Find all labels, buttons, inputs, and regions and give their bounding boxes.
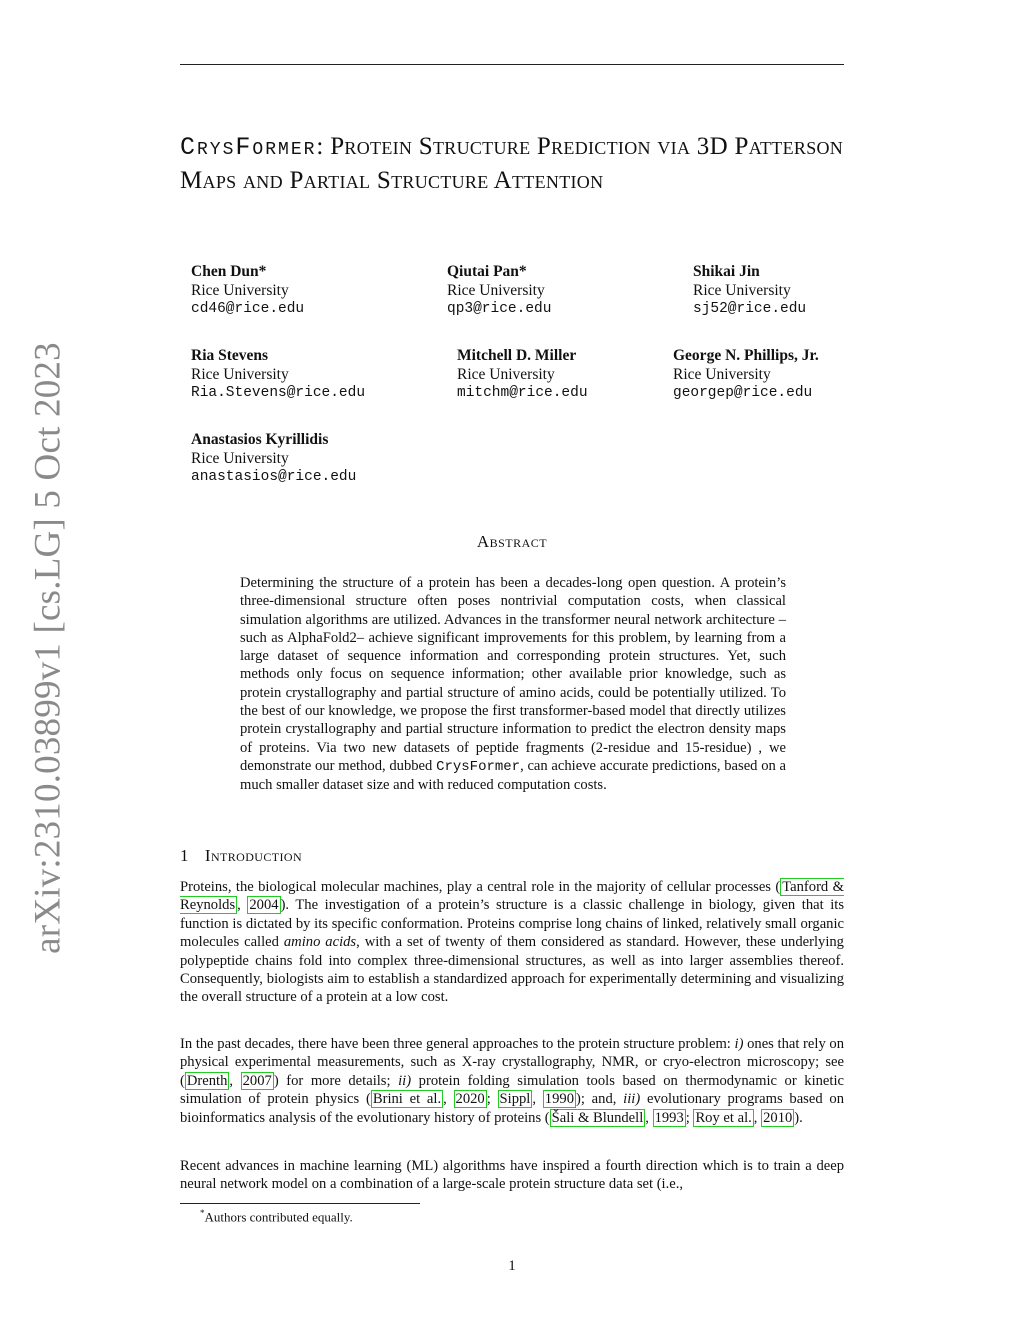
citation-link[interactable]: 2010 xyxy=(763,1109,793,1126)
citation-link[interactable]: 2004 xyxy=(249,897,279,914)
author-name: Chen Dun* xyxy=(191,263,267,280)
author-name: Anastasios Kyrillidis xyxy=(191,431,329,448)
author-affiliation: Rice University xyxy=(673,366,771,383)
author-name: Ria Stevens xyxy=(191,347,269,364)
citation-link[interactable]: Roy et al. xyxy=(695,1109,752,1126)
abstract-heading: Abstract xyxy=(476,532,548,551)
section-heading xyxy=(180,846,302,866)
title-model-name: CrysFormer xyxy=(180,133,317,162)
section-number: 1 xyxy=(180,846,189,865)
section-title: Introduction xyxy=(204,846,303,865)
author-email[interactable]: Ria.Stevens@rice.edu xyxy=(191,385,366,401)
author-email[interactable]: sj52@rice.edu xyxy=(693,301,807,317)
model-name: CrysFormer xyxy=(436,758,521,775)
author-email[interactable]: mitchm@rice.edu xyxy=(457,385,588,401)
citation-link[interactable]: 1990 xyxy=(544,1091,574,1108)
author-name: Qiutai Pan* xyxy=(447,263,527,280)
citation-link[interactable]: Šali & Blundell xyxy=(551,1109,644,1126)
citation-link[interactable]: Brini et al. xyxy=(372,1091,442,1108)
citation-link[interactable]: Tanford & Reynolds xyxy=(180,879,844,914)
author-affiliation: Rice University xyxy=(447,282,545,299)
author-block xyxy=(457,346,588,403)
author-email[interactable]: georgep@rice.edu xyxy=(673,385,813,401)
author-block xyxy=(191,430,356,487)
author-affiliation: Rice University xyxy=(457,366,555,383)
paper-title xyxy=(180,130,852,197)
author-block xyxy=(447,262,551,319)
intro-paragraph-2: In the past decades, there have been three general approaches to the protein structure problem: i) ones that rely on physical experimental measurements, such as X-ray crystallography, NMR, or cryo-electron microscopy; see ( Drenth , 2007 ) for more details; ii) protein folding simulation tools based on thermodynamic or kinetic simulation of protein physics ( Brini et al. , 2020 ; Sippl , 1990 ); and, iii) evolutionary programs based on bioinformatics analysis of the evolutionary history of proteins ( Šali & Blundell , 1993 ; Roy et al. , 2010 ). xyxy=(180,1036,844,1126)
title-rest: : Protein Structure Prediction via 3D Patterson Maps and Partial Structure Attention xyxy=(180,133,844,194)
author-email[interactable]: qp3@rice.edu xyxy=(447,301,552,317)
author-name: Shikai Jin xyxy=(693,263,760,280)
citation-link[interactable]: 1993 xyxy=(654,1109,684,1126)
author-block xyxy=(673,346,819,403)
intro-paragraph-3: Recent advances in machine learning (ML) algorithms have inspired a fourth direction which is to train a deep neural network model on a combination of a large-scale protein structure data set (i.e., xyxy=(180,1158,844,1193)
citation-link[interactable]: Sippl xyxy=(499,1091,531,1108)
author-email[interactable]: cd46@rice.edu xyxy=(191,301,305,317)
author-email[interactable]: anastasios@rice.edu xyxy=(191,469,357,485)
footnote-rule xyxy=(180,1203,420,1204)
abstract-text: Determining the structure of a protein has been a decades-long open question. A protein’s three-dimensional structure often poses nontrivial computation costs, when classical simulation algorithms are utilized. Advances in the transformer neural network architecture –such as AlphaFold2– achieve significant improvements for this problem, by learning from a large dataset of sequence information and corresponding protein structures. Yet, such methods only focus on sequence information; other available prior knowledge, such as protein crystallography and partial structure of amino acids, could be potentially utilized. To the best of our knowledge, we propose the first transformer-based model that directly utilizes protein crystallography and partial structure information to predict the electron density maps of proteins. Via two new datasets of peptide fragments (2-residue and 15-residue) , we demonstrate our method, dubbed CrysFormer, can achieve accurate predictions, based on a much smaller dataset size and with reduced computation costs. xyxy=(240,575,786,794)
author-affiliation: Rice University xyxy=(191,282,289,299)
header-rule xyxy=(180,64,844,65)
citation-link[interactable]: 2007 xyxy=(242,1072,272,1089)
author-block xyxy=(191,346,365,403)
author-affiliation: Rice University xyxy=(191,366,289,383)
arxiv-identifier: arXiv:2310.03899v1 [cs.LG] 5 Oct 2023 xyxy=(27,341,69,954)
author-name: Mitchell D. Miller xyxy=(457,347,577,364)
intro-paragraph-1: Proteins, the biological molecular machines, play a central role in the majority of cellular processes ( Tanford & Reynolds , 2004 ). The investigation of a protein’s structure is a classic challenge in biology, given that its function is dictated by its specific conformation. Proteins comprise long chains of linked, relatively small organic molecules called amino acids, with a set of twenty of them considered as standard. However, these underlying polypeptide chains fold into complex three-dimensional structures, as well as into larger assemblies thereof. Consequently, biologists aim to establish a standardized approach for experimentally determining and visualizing the overall structure of a protein at a low cost. xyxy=(180,879,845,1006)
author-block xyxy=(693,262,806,319)
footnote: *Authors contributed equally. xyxy=(200,1208,353,1225)
page-number: 1 xyxy=(508,1258,516,1274)
author-name: George N. Phillips, Jr. xyxy=(673,347,819,364)
citation-link[interactable]: Drenth xyxy=(186,1072,228,1089)
author-block xyxy=(191,262,304,319)
author-affiliation: Rice University xyxy=(191,450,289,467)
author-affiliation: Rice University xyxy=(693,282,791,299)
citation-link[interactable]: 2020 xyxy=(455,1091,485,1108)
